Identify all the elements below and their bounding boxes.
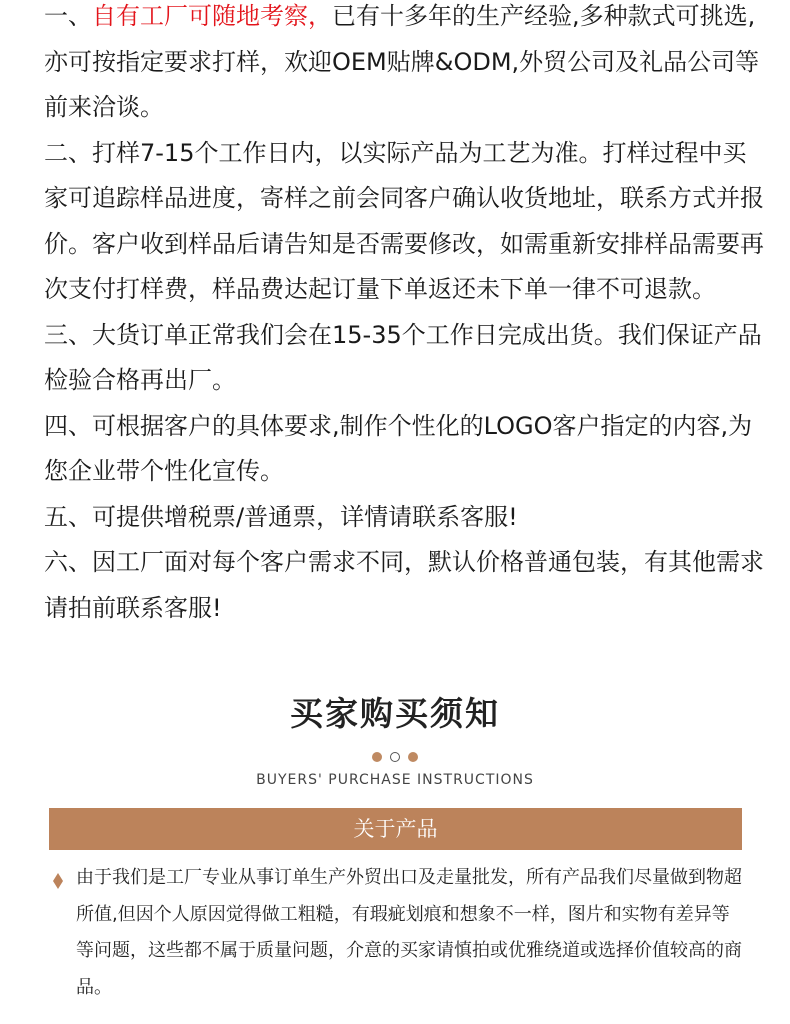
- term-2: 二、打样7-15个工作日内，以实际产品为工艺为准。打样过程中买家可追踪样品进度，寄样之前会同客户确认收货地址，联系方式并报价。客户收到样品后请告知是否需要修改，如需重新安排样品需要再次支付打样费，样品费达起订量下单返还未下单一律不可退款。: [44, 138, 764, 303]
- dot-right-icon: [408, 752, 418, 762]
- product-section-bar: 关于产品: [49, 808, 742, 850]
- section-title: 买家购买须知: [290, 694, 500, 733]
- term-1-text: 已有十多年的生产经验,多种款式可挑选,亦可按指定要求打样，欢迎OEM贴牌&ODM,外贸公司及礼品公司等前来洽谈。: [44, 2, 760, 121]
- term-5: 五、可提供增税票/普通票，详情请联系客服!: [44, 502, 518, 531]
- term-4: 四、可根据客户的具体要求,制作个性化的LOGO客户指定的内容,为您企业带个性化宣传。: [44, 411, 753, 485]
- three-dots-icon: [0, 752, 790, 764]
- term-1-highlight: 自有工厂可随地考察，: [92, 2, 332, 30]
- dot-center-icon: [390, 752, 400, 762]
- dot-left-icon: [372, 752, 382, 762]
- terms-list: [44, 0, 764, 631]
- product-note: 由于我们是工厂专业从事订单生产外贸出口及走量批发，所有产品我们尽量做到物超所值,但因个人原因觉得做工粗糙，有瑕疵划痕和想象不一样，图片和实物有差异等等问题，这些都不属于质量问题，介意的买家请慎拍或优雅绕道或选择价值较高的商品。: [76, 867, 742, 998]
- term-3: 三、大货订单正常我们会在15-35个工作日完成出货。我们保证产品检验合格再出厂。: [44, 320, 762, 394]
- term-1: [44, 0, 764, 131]
- term-6: 六、因工厂面对每个客户需求不同，默认价格普通包装，有其他需求请拍前联系客服!: [44, 548, 764, 622]
- diamond-marker-icon: [53, 873, 63, 889]
- term-1-prefix: 一、: [44, 2, 92, 30]
- section-subtitle: BUYERS' PURCHASE INSTRUCTIONS: [256, 772, 534, 788]
